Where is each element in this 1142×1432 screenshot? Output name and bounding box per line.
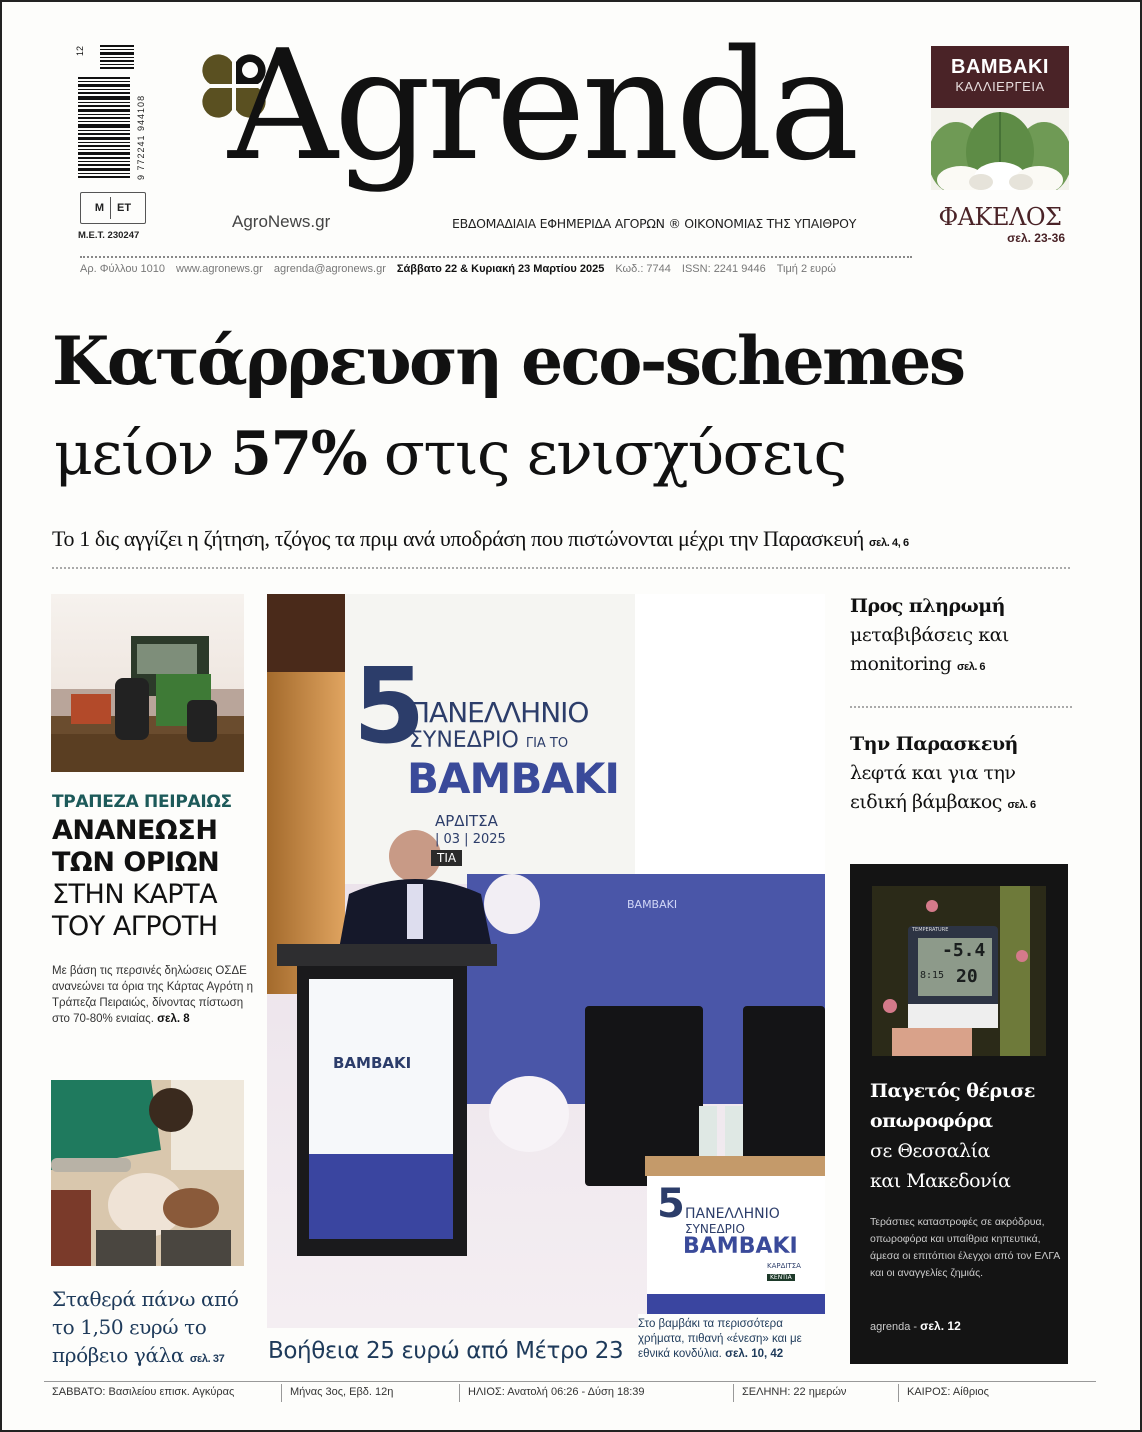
table-number: 5 bbox=[657, 1181, 685, 1227]
headline-line: ΤΟΥ ΑΓΡΟΤΗ bbox=[52, 911, 218, 942]
banner-line2-text: ΣΥΝΕΔΡΙΟ bbox=[409, 728, 519, 753]
right-divider bbox=[850, 706, 1072, 708]
left-story-body bbox=[52, 963, 262, 1027]
cotton-boll-illustration bbox=[931, 108, 1069, 190]
footer-moon: ΣΕΛΗΝΗ: 22 ημερών bbox=[734, 1384, 899, 1402]
lead-subheadline-text: Το 1 δις αγγίζει η ζήτηση, τζόγος τα πριμ ανά υποδράση που πιστώνονται μέχρι την Παρασκευή bbox=[52, 526, 864, 551]
folder-title: ΒΑΜΒΑΚΙ bbox=[951, 56, 1049, 78]
headline-line: ΣΤΗΝ ΚΑΡΤΑ bbox=[52, 879, 218, 910]
milk-line: πρόβειο γάλα bbox=[52, 1343, 184, 1367]
lead-pages: σελ. 4, 6 bbox=[869, 537, 909, 549]
frost-body: Τεράστιες καταστροφές σε ακρόδρυα, οπωροφόρα και υπαίθρια κηπευτικά, άμεσα οι επιτόπιοι έλεγχοι από τον ΕΛΓΑ και οι αναγγελίες ζημιάς. bbox=[870, 1216, 1060, 1279]
met-left: M bbox=[94, 202, 105, 214]
banner-line2-small: ΓΙΑ ΤΟ bbox=[525, 736, 569, 751]
website-link[interactable]: www.agronews.gr bbox=[176, 263, 263, 275]
table-line2: ΣΥΝΕΔΡΙΟ bbox=[685, 1222, 745, 1236]
table-venue: ΚΕΝΤΙΑ bbox=[767, 1274, 795, 1281]
footer-rule bbox=[44, 1381, 1096, 1382]
left-story-text: Με βάση τις περσινές δηλώσεις ΟΣΔΕ ανανεώνει τα όρια της Κάρτας Αγρότη η Τράπεζα Πειραιώς, δίνοντας πίστωση στο 70-80% ενιαίας. bbox=[52, 965, 253, 1025]
banner-line3: ΒΑΜΒΑΚΙ bbox=[407, 754, 620, 803]
photo-caption-box bbox=[638, 1314, 828, 1362]
thermo-temp: -5.4 bbox=[942, 940, 986, 961]
folder-label: ΦΑΚΕΛΟΣ bbox=[938, 203, 1062, 231]
right-story-title: Την Παρασκευή bbox=[850, 733, 1018, 755]
banner-date: | 03 | 2025 bbox=[435, 832, 506, 847]
right-story-line: λεφτά και για την bbox=[850, 762, 1016, 784]
lead-headline-word: μείον bbox=[54, 419, 213, 489]
banner-line1: ΠΑΝΕΛΛΗΝΙΟ bbox=[409, 696, 589, 729]
barcode bbox=[78, 45, 134, 185]
frost-headline-line: Παγετός θέρισε bbox=[870, 1080, 1035, 1102]
book-spine-icon bbox=[110, 197, 111, 219]
milk-line: το 1,50 ευρώ το bbox=[52, 1315, 207, 1339]
met-right: ET bbox=[117, 202, 132, 214]
lead-divider bbox=[52, 567, 1070, 569]
frost-headline bbox=[870, 1076, 1035, 1196]
email-link[interactable]: agrenda@agronews.gr bbox=[273, 263, 386, 275]
thermo-label: TEMPERATURE bbox=[912, 927, 949, 933]
caption-box-pages: σελ. 10, 42 bbox=[725, 1348, 784, 1360]
milk-line: Σταθερά πάνω από bbox=[52, 1287, 239, 1311]
milk-story[interactable] bbox=[52, 1285, 239, 1373]
backdrop-word: ΒΑΜΒΑΚΙ bbox=[627, 898, 678, 911]
tractor-photo bbox=[51, 594, 244, 772]
thermometer-photo bbox=[872, 886, 1046, 1056]
issue-code: 12 bbox=[75, 46, 85, 57]
lead-headline: Κατάρρευση eco-schemes bbox=[52, 322, 964, 400]
banner-number: 5 bbox=[353, 645, 426, 767]
footer-weather: ΚΑΙΡΟΣ: Αίθριος bbox=[907, 1386, 989, 1398]
product-code: Κωδ.: 7744 bbox=[615, 263, 671, 275]
right-story[interactable] bbox=[850, 592, 1075, 682]
footer-saint: ΣΑΒΒΑΤΟ: Βασιλείου επισκ. Αγκύρας bbox=[44, 1384, 282, 1402]
right-story-line: μεταβιβάσεις και bbox=[850, 624, 1009, 646]
lead-headline-figure: 57% bbox=[230, 419, 367, 489]
backdrop-pattern bbox=[627, 894, 677, 916]
thermo-humidity: 20 bbox=[956, 966, 978, 987]
milk-pages: σελ. 37 bbox=[189, 1353, 225, 1365]
issue-date: Σάββατο 22 & Κυριακή 23 Μαρτίου 2025 bbox=[396, 263, 605, 275]
sheep-milking-photo bbox=[51, 1080, 244, 1266]
frost-story-box[interactable] bbox=[850, 864, 1068, 1364]
right-story-line: ειδική βάμβακος bbox=[850, 791, 1002, 813]
frost-footer: agrenda - σελ. 12 bbox=[870, 1319, 961, 1333]
masthead-divider bbox=[80, 256, 912, 258]
banner-line2 bbox=[409, 728, 568, 753]
footer-bar bbox=[44, 1384, 1096, 1402]
footer-sun: ΗΛΙΟΣ: Ανατολή 06:26 - Δύση 18:39 bbox=[460, 1384, 734, 1402]
met-logo bbox=[80, 192, 146, 224]
headline-line: ΑΝΑΝΕΩΣΗ bbox=[52, 815, 218, 846]
podium-line3: ΒΑΜΒΑΚΙ bbox=[333, 1054, 412, 1072]
site-name: AgroNews.gr bbox=[232, 212, 331, 231]
thermo-time: 8:15 bbox=[920, 970, 945, 981]
right-story-pages: σελ. 6 bbox=[956, 661, 986, 673]
table-line3: ΒΑΜΒΑΚΙ bbox=[683, 1234, 798, 1259]
frost-brand: agrenda bbox=[870, 1321, 911, 1333]
banner-city: ΑΡΔΙΤΣΑ bbox=[435, 812, 498, 830]
main-photo bbox=[267, 594, 825, 1328]
lead-headline-rest: στις ενισχύσεις bbox=[383, 419, 846, 489]
right-story[interactable] bbox=[850, 730, 1075, 820]
folder-pages: σελ. 23-36 bbox=[1007, 231, 1065, 245]
right-story-title: Προς πληρωμή bbox=[850, 595, 1005, 617]
barcode-number: 9 772241 944108 bbox=[136, 94, 146, 180]
story-kicker: ΤΡΑΠΕΖΑ ΠΕΙΡΑΙΩΣ bbox=[52, 792, 232, 812]
issn: ISSN: 2241 9446 bbox=[681, 263, 766, 275]
folder-header bbox=[931, 46, 1069, 108]
frost-headline-line: και Μακεδονία bbox=[870, 1170, 1011, 1192]
caption-box-text: Στο βαμβάκι τα περισσότερα χρήματα, πιθανή «ένεση» και με εθνικά κονδύλια. bbox=[638, 1318, 802, 1360]
left-story-headline[interactable] bbox=[52, 815, 219, 943]
price: Τιμή 2 ευρώ bbox=[776, 263, 836, 275]
headline-line: ΤΩΝ ΟΡΙΩΝ bbox=[52, 847, 220, 878]
lead-headline-line2 bbox=[54, 419, 846, 489]
frost-pages: σελ. 12 bbox=[920, 1319, 961, 1333]
table-city: ΚΑΡΔΙΤΣΑ bbox=[767, 1262, 801, 1270]
folder-subtitle: ΚΑΛΛΙΕΡΓΕΙΑ bbox=[955, 79, 1045, 94]
folder-promo[interactable] bbox=[931, 46, 1069, 258]
lead-subheadline bbox=[52, 526, 909, 552]
issue-number: Αρ. Φύλλου 1010 bbox=[80, 263, 165, 275]
tagline: ΕΒΔΟΜΑΔΙΑΙΑ ΕΦΗΜΕΡΙΔΑ ΑΓΟΡΩΝ ® ΟΙΚΟΝΟΜΙΑΣ ΤΗΣ ΥΠΑΙΘΡΟΥ bbox=[452, 216, 857, 231]
frost-headline-line: οπωροφόρα bbox=[870, 1110, 993, 1132]
footer-week: Μήνας 3ος, Εβδ. 12η bbox=[282, 1384, 460, 1402]
right-story-line: monitoring bbox=[850, 653, 952, 675]
right-story-pages: σελ. 6 bbox=[1007, 799, 1036, 811]
main-photo-caption: Βοήθεια 25 ευρώ από Μέτρο 23 bbox=[268, 1338, 624, 1364]
frost-headline-line: σε Θεσσαλία bbox=[870, 1140, 990, 1162]
masthead-logo: Agrenda bbox=[228, 17, 856, 194]
left-story-pages: σελ. 8 bbox=[157, 1013, 190, 1025]
table-line1: ΠΑΝΕΛΛΗΝΙΟ bbox=[685, 1206, 780, 1222]
issue-info bbox=[80, 263, 836, 275]
met-number: M.E.T. 230247 bbox=[78, 230, 140, 241]
banner-venue: ΤΙΑ bbox=[431, 850, 462, 866]
